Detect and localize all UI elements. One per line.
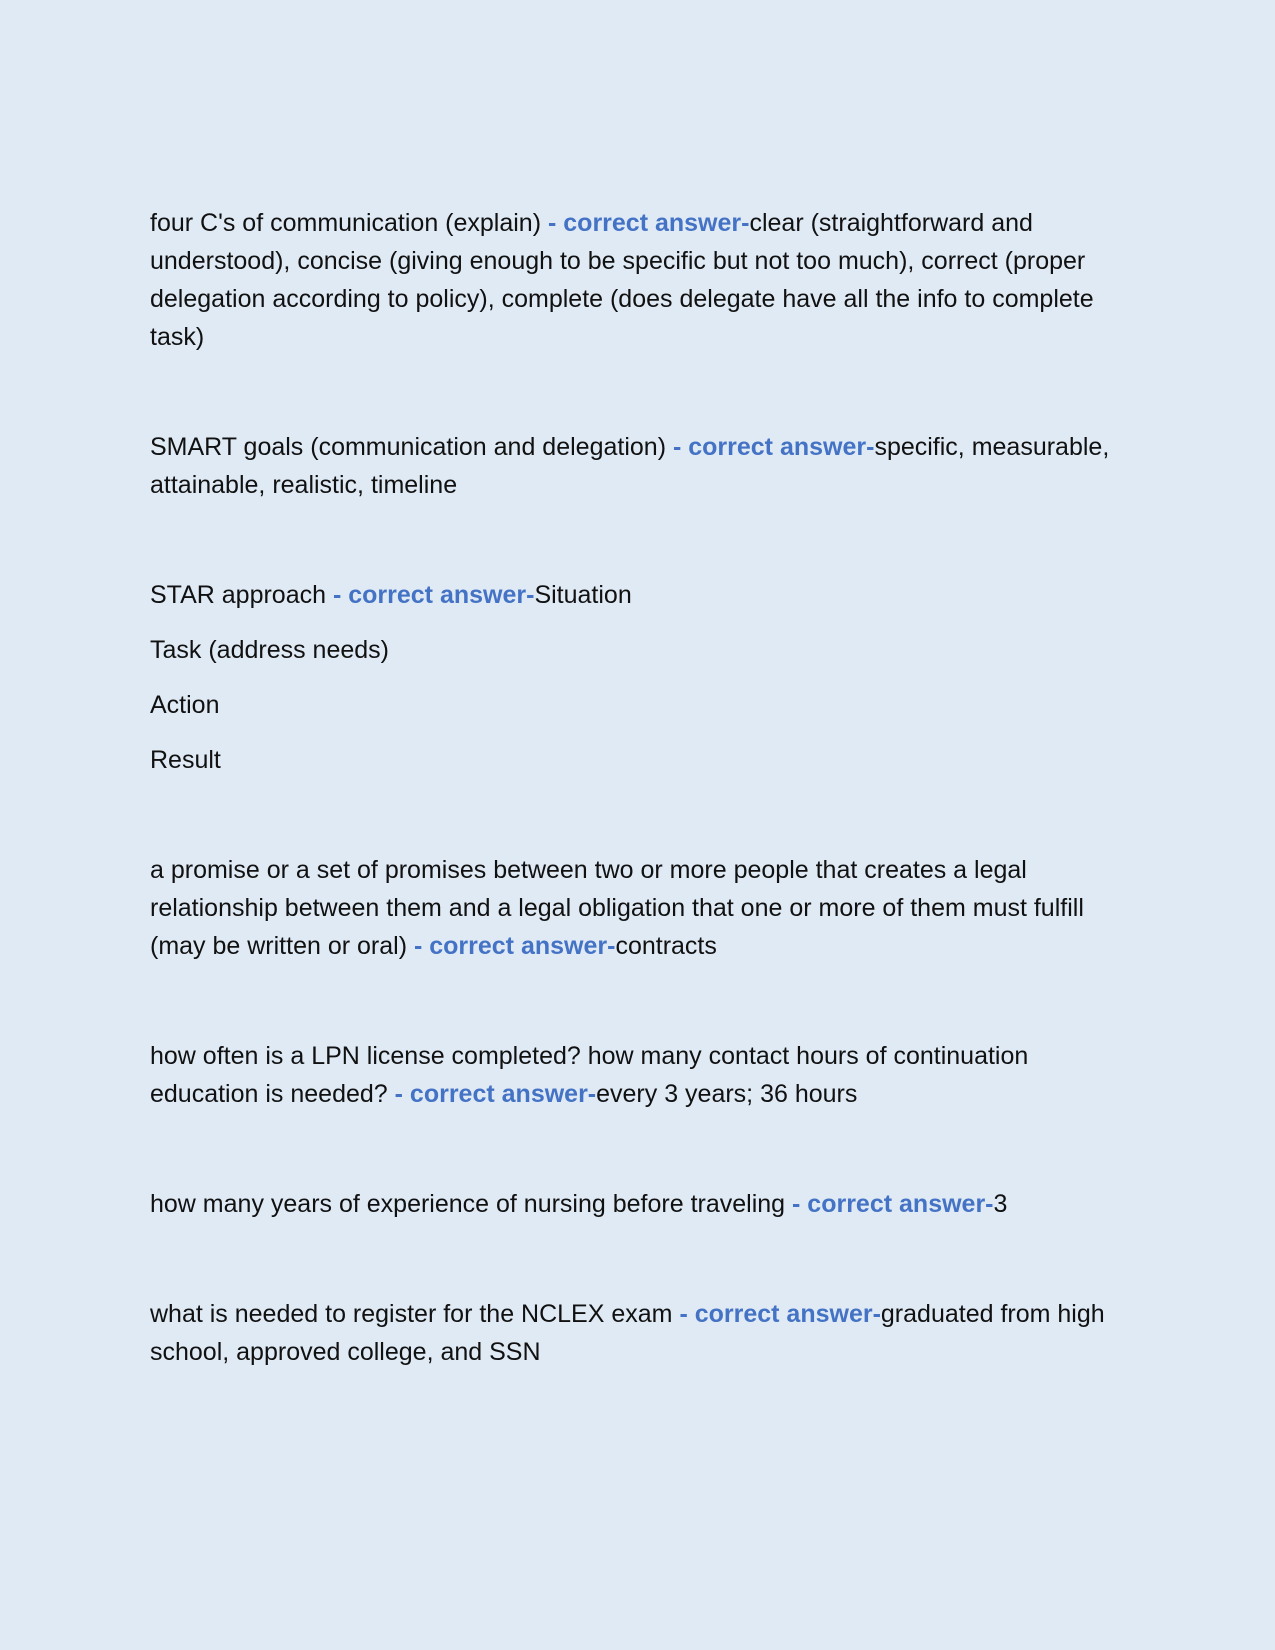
answer-text: 3 [993,1190,1008,1218]
star-task-line: Task (address needs) [150,636,390,664]
flashcard-smart-goals [150,428,1130,504]
question-text: STAR approach [150,581,333,609]
question-text: how many years of experience of nursing before traveling [150,1190,793,1218]
answer-text: specific, measurable, attainable, realistic, timeline [150,433,1110,499]
question-text: what is needed to register for the NCLEX exam [150,1300,680,1328]
flashcard-contracts [150,851,1130,965]
flashcard-list [150,204,1130,1371]
correct-answer-label: - correct answer- [332,581,535,609]
flashcard-four-cs [150,204,1130,356]
flashcard-travel-experience [150,1185,1130,1223]
question-text: four C's of communication (explain) [150,209,548,237]
answer-text: every 3 years; 36 hours [596,1080,858,1108]
correct-answer-label: - correct answer- [548,209,750,237]
answer-text: clear (straightforward and understood), concise (giving enough to be specific but not too much), correct (proper delegation according to policy), complete (does delegate have all the info to complete task) [150,209,1094,351]
question-text: SMART goals (communication and delegation) [150,433,673,461]
correct-answer-label: - correct answer- [792,1190,994,1218]
answer-text: contracts [615,932,717,960]
star-result-line: Result [150,746,221,774]
flashcard-lpn-license [150,1037,1130,1113]
correct-answer-label: - correct answer- [394,1080,597,1108]
flashcard-star-approach [150,576,1130,779]
question-text: how often is a LPN license completed? how many contact hours of continuation education is needed? [150,1042,1029,1108]
correct-answer-label: - correct answer- [672,433,875,461]
correct-answer-label: - correct answer- [413,932,616,960]
answer-text: Situation [534,581,632,609]
question-text: a promise or a set of promises between two or more people that creates a legal relationship between them and a legal obligation that one or more of them must fulfill (may be written or oral) [150,856,1084,960]
flashcard-nclex-registration [150,1295,1130,1371]
star-first-line [150,576,1130,614]
star-action-line: Action [150,691,220,719]
correct-answer-label: - correct answer- [679,1300,881,1328]
answer-text: graduated from high school, approved college, and SSN [150,1300,1105,1366]
